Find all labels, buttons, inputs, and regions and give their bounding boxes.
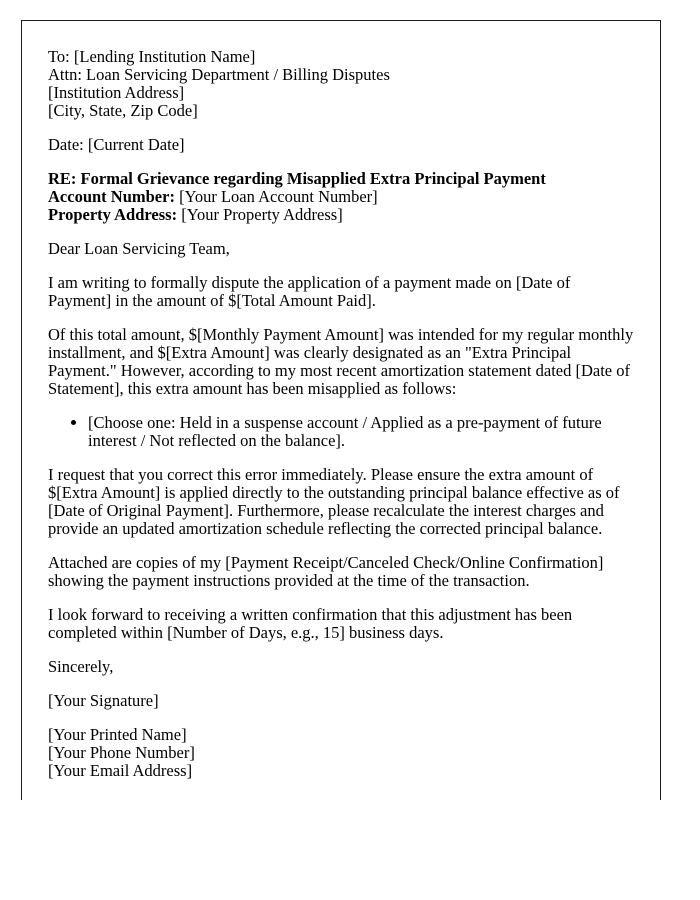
closing-sincerely: Sincerely, bbox=[48, 657, 114, 676]
property-address-line bbox=[48, 206, 634, 224]
misapplication-options-list bbox=[48, 414, 634, 450]
account-number-label: Account Number: bbox=[48, 187, 175, 206]
property-address-value: [Your Property Address] bbox=[181, 205, 343, 224]
paragraph-dispute-intro: I am writing to formally dispute the application of a payment made on [Date of Payment] in the amount of $[Total Amount Paid]. bbox=[48, 273, 571, 310]
property-address-label: Property Address: bbox=[48, 205, 178, 224]
phone-number-line: [Your Phone Number] bbox=[48, 743, 195, 762]
recipient-to-line: To: [Lending Institution Name] bbox=[48, 47, 256, 66]
account-number-line bbox=[48, 188, 634, 206]
email-address-line: [Your Email Address] bbox=[48, 761, 193, 780]
letter-page bbox=[21, 20, 661, 800]
signature-block bbox=[48, 726, 634, 780]
paragraph-confirmation-request: I look forward to receiving a written confirmation that this adjustment has been completed within [Number of Days, e.g., 15] business days. bbox=[48, 605, 573, 642]
misapplication-option-item: • [Choose one: Held in a suspense account / Applied as a pre-payment of future interest / Not reflected on the balance]. bbox=[88, 414, 634, 450]
recipient-city-line: [City, State, Zip Code] bbox=[48, 101, 198, 120]
subject-re-line: RE: Formal Grievance regarding Misapplied Extra Principal Payment bbox=[48, 169, 546, 188]
date-line: Date: [Current Date] bbox=[48, 135, 185, 154]
salutation: Dear Loan Servicing Team, bbox=[48, 239, 230, 258]
paragraph-correction-request: I request that you correct this error immediately. Please ensure the extra amount of $[Extra Amount] is applied directly to the outstanding principal balance effective as of [Date of Original Payment]. Furthermore, please recalculate the interest charges and provide an updated amortization schedule reflecting the corrected principal balance. bbox=[48, 465, 620, 538]
subject-block bbox=[48, 170, 634, 224]
recipient-block bbox=[48, 48, 634, 120]
printed-name-line: [Your Printed Name] bbox=[48, 725, 187, 744]
account-number-value: [Your Loan Account Number] bbox=[179, 187, 378, 206]
recipient-attn-line: Attn: Loan Servicing Department / Billing Disputes bbox=[48, 65, 390, 84]
paragraph-breakdown: Of this total amount, $[Monthly Payment Amount] was intended for my regular monthly installment, and $[Extra Amount] was clearly designated as an "Extra Principal Payment." However, according to my most recent amortization statement dated [Date of Statement], this extra amount has been misapplied as follows: bbox=[48, 325, 634, 398]
paragraph-attachments: Attached are copies of my [Payment Receipt/Canceled Check/Online Confirmation] showing the payment instructions provided at the time of the transaction. bbox=[48, 553, 604, 590]
recipient-address-line: [Institution Address] bbox=[48, 83, 185, 102]
signature-placeholder: [Your Signature] bbox=[48, 691, 159, 710]
